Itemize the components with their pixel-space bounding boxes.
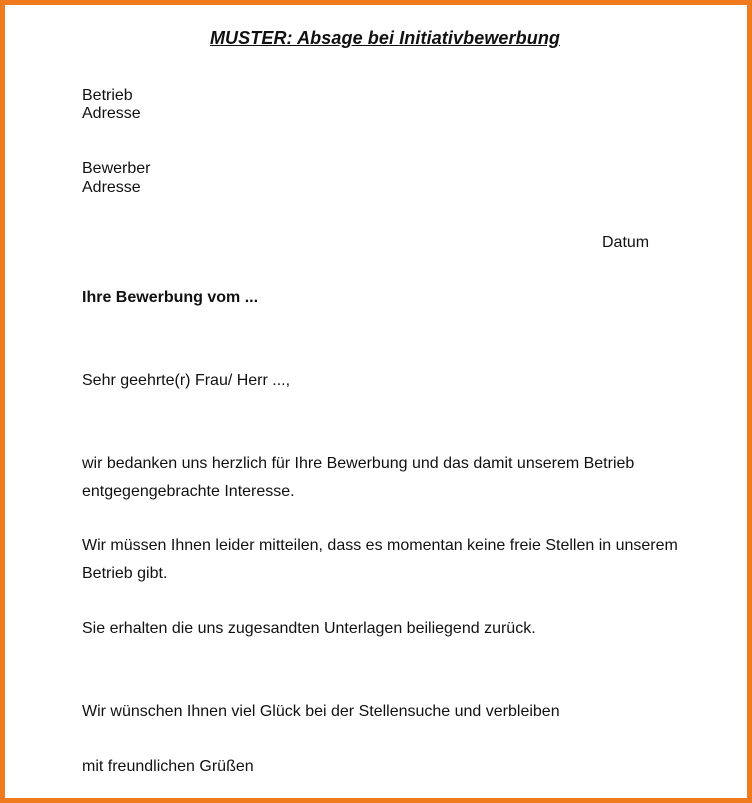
body-paragraph-4: Wir wünschen Ihnen viel Glück bei der Stellensuche und verbleiben (82, 703, 560, 720)
letter-page (5, 5, 747, 798)
body-paragraph-1-line-1: wir bedanken uns herzlich für Ihre Bewerbung und das damit unserem Betrieb (82, 455, 635, 472)
closing-line: mit freundlichen Grüßen (82, 758, 254, 775)
salutation: Sehr geehrte(r) Frau/ Herr ..., (82, 372, 291, 389)
company-name: Betrieb (82, 87, 133, 104)
body-paragraph-1-line-2: entgegengebrachte Interesse. (82, 483, 295, 500)
body-paragraph-3: Sie erhalten die uns zugesandten Unterlagen beiliegend zurück. (82, 620, 536, 637)
body-paragraph-2-line-2: Betrieb gibt. (82, 565, 168, 582)
applicant-address: Adresse (82, 179, 141, 196)
applicant-name: Bewerber (82, 160, 151, 177)
subject-line: Ihre Bewerbung vom ... (82, 289, 259, 306)
company-address: Adresse (82, 105, 141, 122)
date-label: Datum (602, 234, 650, 251)
page-title: MUSTER: Absage bei Initiativbewerbung (209, 28, 561, 48)
body-paragraph-2-line-1: Wir müssen Ihnen leider mitteilen, dass es momentan keine freie Stellen in unserem (82, 537, 678, 554)
